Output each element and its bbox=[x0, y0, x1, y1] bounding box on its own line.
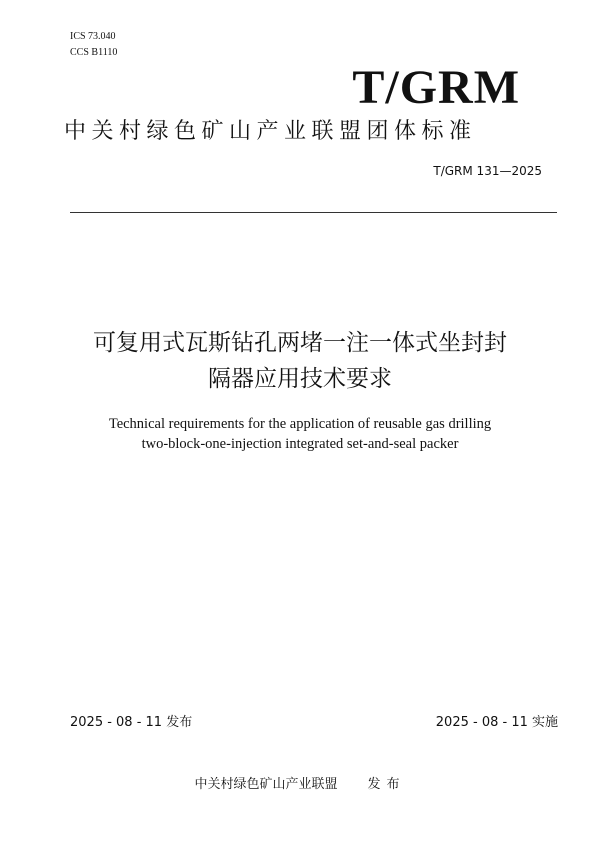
standard-logo: T/GRM bbox=[352, 61, 520, 114]
publish-action: 发布 bbox=[367, 777, 406, 792]
title-en-line2: two-block-one-injection integrated set-and-seal packer bbox=[141, 436, 459, 452]
header-divider bbox=[70, 212, 557, 213]
publisher-line bbox=[0, 776, 600, 794]
ccs-code: CCS B1110 bbox=[70, 47, 118, 58]
organization-title: 中关村绿色矿山产业联盟团体标准 bbox=[64, 119, 477, 144]
title-cn-line1: 可复用式瓦斯钻孔两堵一注一体式坐封封 bbox=[93, 330, 507, 356]
ics-code: ICS 73.040 bbox=[70, 31, 116, 42]
issue-date: 2025 - 08 - 11 发布 bbox=[70, 715, 193, 730]
title-cn-line2: 隔器应用技术要求 bbox=[208, 366, 392, 392]
title-en-line1: Technical requirements for the application of reusable gas drilling bbox=[108, 416, 492, 432]
implement-date: 2025 - 08 - 11 实施 bbox=[435, 715, 558, 730]
standard-number: T/GRM 131—2025 bbox=[433, 164, 542, 178]
publisher-name: 中关村绿色矿山产业联盟 bbox=[194, 777, 338, 792]
